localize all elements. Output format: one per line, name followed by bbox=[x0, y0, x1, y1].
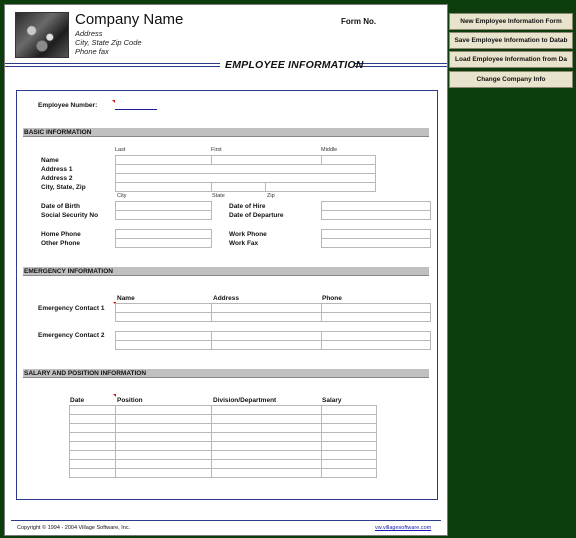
emergency-name-col: Name bbox=[117, 295, 135, 302]
salary-table-cell[interactable] bbox=[211, 468, 322, 478]
salary-division-col: Division/Department bbox=[213, 397, 277, 404]
contact1-extra-field[interactable] bbox=[115, 312, 212, 322]
contact1-address2-field[interactable] bbox=[211, 312, 322, 322]
contact1-phone2-field[interactable] bbox=[321, 312, 431, 322]
basic-information-header: BASIC INFORMATION bbox=[23, 128, 429, 137]
home-phone-label: Home Phone bbox=[41, 231, 81, 238]
zip-field[interactable] bbox=[265, 182, 376, 192]
other-phone-label: Other Phone bbox=[41, 240, 81, 247]
required-marker bbox=[113, 394, 116, 397]
emergency-contact1-label: Emergency Contact 1 bbox=[38, 305, 105, 312]
dob-label: Date of Birth bbox=[41, 203, 80, 210]
emergency-information-header: EMERGENCY INFORMATION bbox=[23, 267, 429, 276]
form-sheet bbox=[4, 4, 448, 536]
ssn-field[interactable] bbox=[115, 210, 212, 220]
salary-position-col: Position bbox=[117, 397, 143, 404]
change-company-info-button[interactable]: Change Company Info bbox=[449, 71, 573, 88]
website-link[interactable]: vw.villagesoftware.com bbox=[375, 525, 432, 531]
last-col-label: Last bbox=[115, 147, 126, 153]
page-title: EMPLOYEE INFORMATION bbox=[225, 59, 364, 71]
emergency-address-col: Address bbox=[213, 295, 240, 302]
work-fax-label: Work Fax bbox=[229, 240, 259, 247]
salary-amount-col: Salary bbox=[322, 397, 342, 404]
salary-table-cell[interactable] bbox=[321, 468, 377, 478]
company-phone-fax[interactable]: Phone fax bbox=[75, 47, 109, 56]
salary-table-cell[interactable] bbox=[115, 468, 212, 478]
state-sublabel: State bbox=[212, 193, 225, 199]
salary-date-col: Date bbox=[70, 397, 85, 404]
employee-number-label: Employee Number: bbox=[38, 102, 98, 109]
hire-date-label: Date of Hire bbox=[229, 203, 266, 210]
middle-col-label: Middle bbox=[321, 147, 338, 153]
work-phone-label: Work Phone bbox=[229, 231, 267, 238]
contact2-extra-field[interactable] bbox=[115, 340, 212, 350]
state-field[interactable] bbox=[211, 182, 266, 192]
emergency-contact2-label: Emergency Contact 2 bbox=[38, 332, 105, 339]
contact2-phone2-field[interactable] bbox=[321, 340, 431, 350]
ssn-label: Social Security No bbox=[41, 212, 99, 219]
other-phone-field[interactable] bbox=[115, 238, 212, 248]
city-sublabel: City bbox=[117, 193, 127, 199]
departure-date-label: Date of Departure bbox=[229, 212, 284, 219]
company-name[interactable]: Company Name bbox=[75, 11, 184, 28]
required-marker bbox=[112, 100, 115, 103]
footer-rule bbox=[11, 520, 441, 521]
company-address[interactable]: Address bbox=[75, 29, 103, 38]
save-to-database-button[interactable]: Save Employee Information to Datab bbox=[449, 32, 573, 49]
salary-table-cell[interactable] bbox=[69, 468, 116, 478]
zip-sublabel: Zip bbox=[267, 193, 275, 199]
address1-label: Address 1 bbox=[41, 166, 73, 173]
load-from-database-button[interactable]: Load Employee Information from Da bbox=[449, 51, 573, 68]
company-logo-image bbox=[15, 12, 69, 58]
copyright-text: Copyright © 1994 - 2004 Village Software, Inc. bbox=[17, 525, 131, 531]
city-field[interactable] bbox=[115, 182, 212, 192]
salary-position-header: SALARY AND POSITION INFORMATION bbox=[23, 369, 429, 378]
name-label: Name bbox=[41, 157, 59, 164]
city-state-zip-label: City, State, Zip bbox=[41, 184, 86, 191]
company-city-state-zip[interactable]: City, State Zip Code bbox=[75, 38, 142, 47]
first-col-label: First bbox=[211, 147, 222, 153]
new-form-button[interactable]: New Employee Information Form bbox=[449, 13, 573, 30]
form-no-label: Form No. bbox=[341, 17, 377, 26]
employee-number-field[interactable] bbox=[115, 109, 157, 110]
departure-date-field[interactable] bbox=[321, 210, 431, 220]
work-fax-field[interactable] bbox=[321, 238, 431, 248]
contact2-address2-field[interactable] bbox=[211, 340, 322, 350]
emergency-phone-col: Phone bbox=[322, 295, 342, 302]
address2-label: Address 2 bbox=[41, 175, 73, 182]
